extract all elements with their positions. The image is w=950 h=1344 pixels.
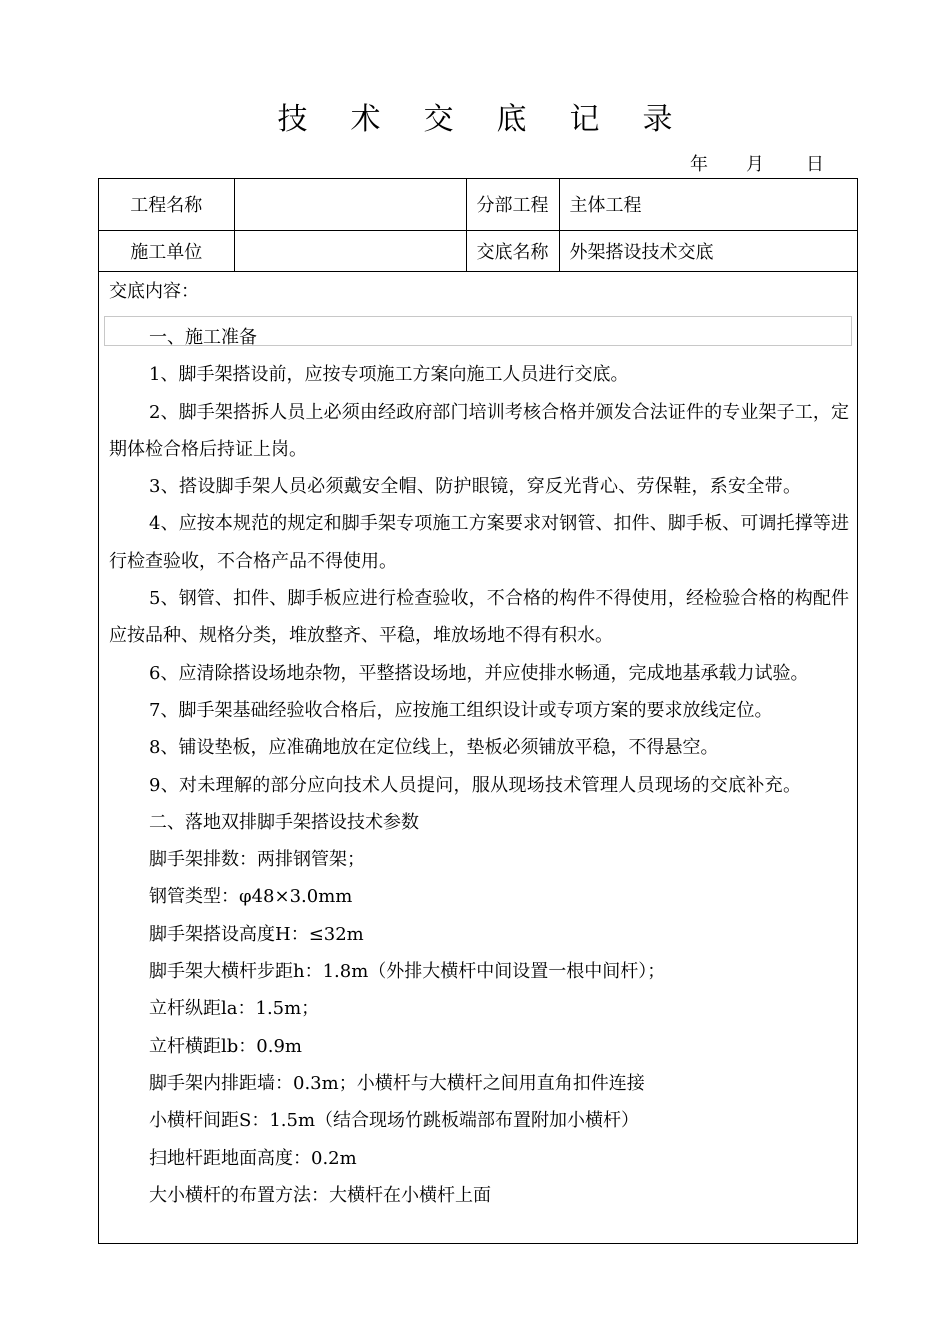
content-body bbox=[109, 319, 849, 1214]
parameter-line: 脚手架大横杆步距h：1.8m（外排大横杆中间设置一根中间杆）； bbox=[149, 961, 666, 983]
content-paragraph: 7、脚手架基础经验收合格后，应按施工组织设计或专项方案的要求放线定位。 bbox=[149, 699, 773, 721]
content-paragraph: 9、对未理解的部分应向技术人员提问，服从现场技术管理人员现场的交底补充。 bbox=[149, 774, 802, 796]
parameter-line: 钢管类型：φ48×3.0mm bbox=[149, 886, 353, 908]
content-paragraph: 6、应清除搭设场地杂物，平整搭设场地，并应使排水畅通，完成地基承载力试验。 bbox=[149, 662, 809, 684]
date-month-label: 月 bbox=[746, 154, 764, 175]
header-row-1 bbox=[99, 179, 857, 230]
briefing-name-field[interactable]: 外架搭设技术交底 bbox=[559, 230, 857, 271]
header-row-2 bbox=[99, 230, 857, 271]
record-sheet bbox=[98, 178, 858, 1244]
construction-unit-field[interactable] bbox=[234, 230, 466, 271]
parameter-line: 脚手架内排距墙：0.3m；小横杆与大横杆之间用直角扣件连接 bbox=[149, 1072, 645, 1094]
parameter-line: 脚手架搭设高度H：≤32m bbox=[149, 923, 364, 945]
content-paragraph: 4、应按本规范的规定和脚手架专项施工方案要求对钢管、扣件、脚手板、可调托撑等进行检查验收，不合格产品不得使用。 bbox=[109, 513, 849, 572]
date-day-label: 日 bbox=[806, 154, 824, 175]
content-paragraph: 1、脚手架搭设前，应按专项施工方案向施工人员进行交底。 bbox=[149, 364, 629, 386]
sub-project-label: 分部工程 bbox=[466, 179, 559, 230]
parameter-line: 立杆纵距la：1.5m； bbox=[149, 998, 320, 1020]
document-title: 技术交底记录 bbox=[277, 102, 716, 137]
header-table bbox=[99, 179, 857, 272]
parameter-line: 扫地杆距地面高度：0.2m bbox=[149, 1147, 357, 1169]
content-label: 交底内容： bbox=[109, 281, 199, 302]
parameter-line: 大小横杆的布置方法：大横杆在小横杆上面 bbox=[149, 1184, 491, 1206]
content-paragraph: 2、脚手架搭拆人员上必须由经政府部门培训考核合格并颁发合法证件的专业架子工，定期体检合格后持证上岗。 bbox=[109, 401, 849, 460]
project-name-field[interactable] bbox=[234, 179, 466, 230]
date-year-label: 年 bbox=[690, 154, 708, 175]
section-heading: 一、施工准备 bbox=[149, 327, 257, 348]
parameter-line: 立杆横距lb：0.9m bbox=[149, 1035, 302, 1057]
parameter-line: 小横杆间距S：1.5m（结合现场竹跳板端部布置附加小横杆） bbox=[149, 1110, 640, 1132]
project-name-label: 工程名称 bbox=[99, 179, 234, 230]
sub-project-field[interactable]: 主体工程 bbox=[559, 179, 857, 230]
content-paragraph: 5、钢管、扣件、脚手板应进行检查验收，不合格的构件不得使用，经检验合格的构配件应按品种、规格分类，堆放整齐、平稳，堆放场地不得有积水。 bbox=[109, 588, 849, 647]
parameter-line: 脚手架排数：两排钢管架； bbox=[149, 849, 365, 871]
construction-unit-label: 施工单位 bbox=[99, 230, 234, 271]
content-paragraph: 8、铺设垫板，应准确地放在定位线上，垫板必须铺放平稳，不得悬空。 bbox=[149, 737, 719, 759]
briefing-name-label: 交底名称 bbox=[466, 230, 559, 271]
section-heading: 二、落地双排脚手架搭设技术参数 bbox=[149, 811, 419, 833]
content-paragraph: 3、搭设脚手架人员必须戴安全帽、防护眼镜，穿反光背心、劳保鞋，系安全带。 bbox=[149, 476, 802, 498]
